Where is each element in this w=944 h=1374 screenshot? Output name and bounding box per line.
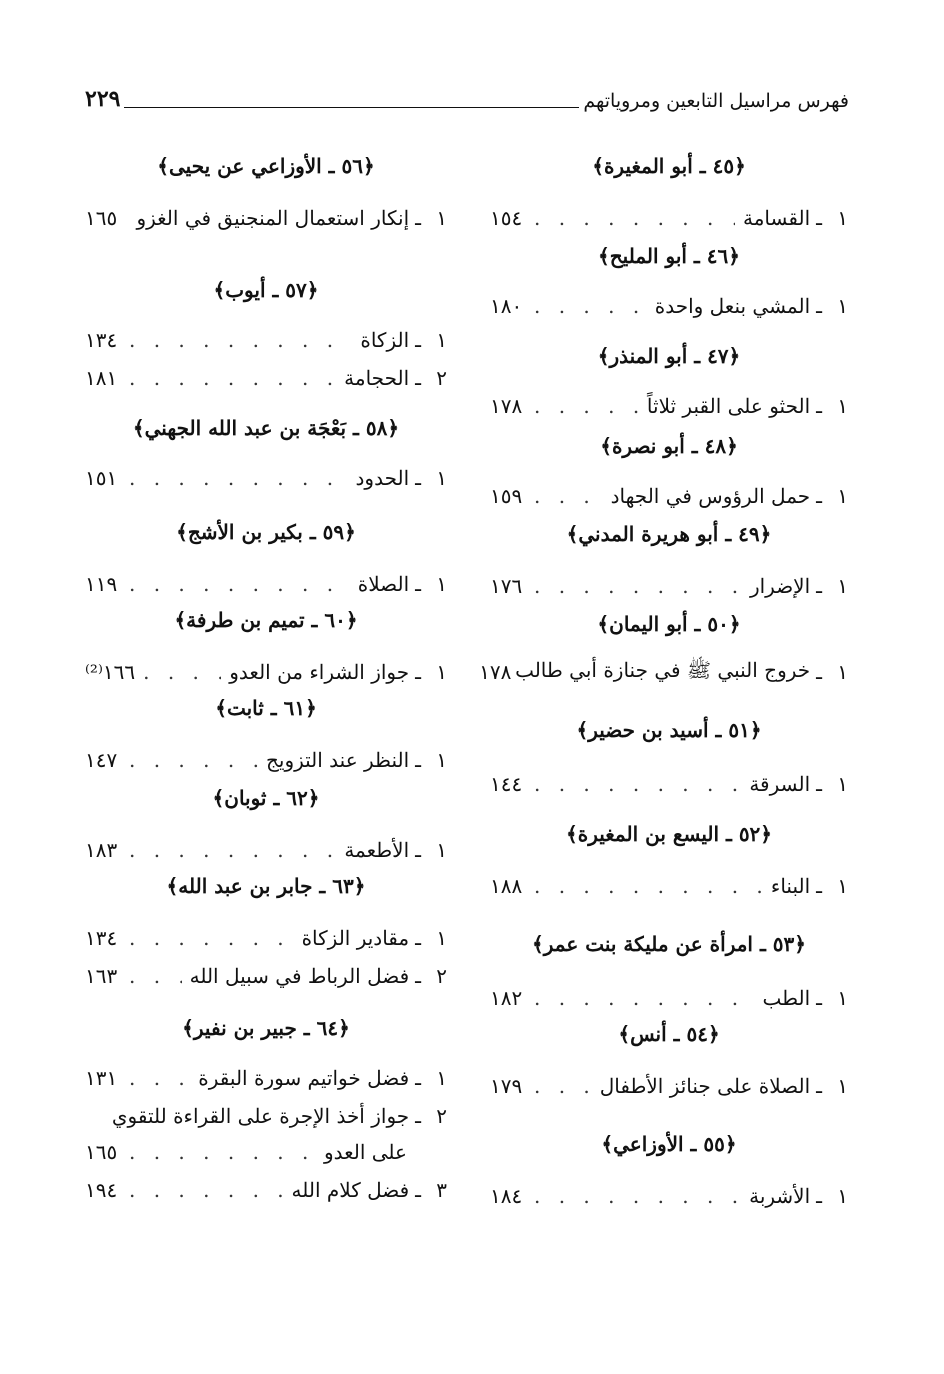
index-entry	[490, 479, 848, 513]
entry-number: ١	[837, 660, 848, 684]
leader-dots	[534, 1074, 592, 1098]
index-entry	[85, 201, 447, 235]
section-heading: ﴿٤٩ ـ أبو هريرة المدني﴾	[566, 522, 772, 546]
section-heading: ﴿٥٨ ـ بَعْجَة بن عبد الله الجهني﴾	[132, 416, 400, 440]
entry-separator: ـ	[816, 294, 822, 318]
entry-title: جواز أخذ الإجرة على القراءة للتقوي	[111, 1104, 410, 1128]
entry-title: الزكاة	[360, 328, 410, 352]
entry-separator: ـ	[415, 838, 421, 862]
entry-page-number: ١٨٢	[490, 986, 523, 1010]
entry-separator: ـ	[816, 986, 822, 1010]
entry-title: الإضرار	[749, 574, 811, 598]
section-heading: ﴿٤٨ ـ أبو نصرة﴾	[600, 434, 738, 458]
entry-title: الحثو على القبر ثلاثاً	[646, 394, 811, 418]
index-entry	[85, 323, 447, 357]
entry-page-number: ١١٩	[85, 572, 118, 596]
header-rule	[124, 107, 579, 108]
leader-dots	[129, 572, 350, 596]
index-entry	[85, 567, 447, 601]
index-entry	[85, 1135, 447, 1169]
entry-number: ١	[837, 394, 848, 418]
entry-number: ٢	[436, 1104, 447, 1128]
index-entry	[85, 361, 447, 395]
entry-title: الحجامة	[344, 366, 410, 390]
leader-dots	[534, 986, 754, 1010]
index-entry	[490, 1179, 848, 1213]
leader-dots	[143, 660, 221, 684]
entry-page-number: ١٨٤	[490, 1184, 523, 1208]
index-entry	[490, 767, 848, 801]
entry-title: مقادير الزكاة	[301, 926, 410, 950]
leader-dots	[129, 748, 258, 772]
entry-page-number: ١٨٣	[85, 838, 118, 862]
entry-separator: ـ	[415, 366, 421, 390]
entry-page-number: ١٧٩	[490, 1074, 523, 1098]
index-entry	[85, 743, 447, 777]
entry-page-number: ١٤٧	[85, 748, 118, 772]
section-heading: ﴿٥٥ ـ الأوزاعي﴾	[601, 1132, 737, 1156]
index-entry	[490, 569, 848, 603]
entry-number: ٢	[436, 366, 447, 390]
entry-separator: ـ	[415, 660, 421, 684]
running-title: فهرس مراسيل التابعين ومروياتهم	[583, 90, 849, 112]
page-header	[85, 84, 849, 114]
leader-dots	[534, 484, 603, 508]
entry-number: ٣	[436, 1178, 447, 1202]
entry-title: الطب	[762, 986, 811, 1010]
index-entry	[490, 981, 848, 1015]
entry-page-number: ١٦٣	[85, 964, 118, 988]
entry-number: ١	[436, 466, 447, 490]
index-entry	[85, 1061, 447, 1095]
entry-page-number: ١٩٤	[85, 1178, 118, 1202]
entry-page-number: ١٧٨	[490, 394, 523, 418]
entry-separator: ـ	[415, 328, 421, 352]
leader-dots	[534, 1184, 741, 1208]
entry-separator: ـ	[415, 1104, 421, 1128]
entry-separator: ـ	[415, 1178, 421, 1202]
entry-number: ١	[837, 874, 848, 898]
entry-page-number: ١٦٥	[85, 1140, 118, 1164]
entry-title: الصلاة	[357, 572, 410, 596]
index-entry	[85, 959, 447, 993]
leader-dots	[534, 772, 741, 796]
leader-dots	[129, 1178, 284, 1202]
entry-number: ١	[837, 294, 848, 318]
entry-separator: ـ	[816, 772, 822, 796]
entry-title: على العدو	[323, 1140, 407, 1164]
entry-page-number: ١٣٤	[85, 926, 118, 950]
section-heading: ﴿٦٠ ـ تميم بن طرفة﴾	[174, 608, 358, 632]
section-heading: ﴿٥٣ ـ امرأة عن مليكة بنت عمر﴾	[532, 932, 806, 956]
entry-title: القسامة	[743, 206, 811, 230]
section-heading: ﴿٥٧ ـ أيوب﴾	[213, 278, 319, 302]
entry-separator: ـ	[415, 466, 421, 490]
index-entry	[85, 921, 447, 955]
entry-page-number: ١٥١	[85, 466, 118, 490]
entry-number: ١	[436, 328, 447, 352]
leader-dots	[129, 466, 348, 490]
entry-separator: ـ	[816, 394, 822, 418]
index-entry	[85, 833, 447, 867]
entry-separator: ـ	[816, 1074, 822, 1098]
entry-page-number: ١٨٨	[490, 874, 523, 898]
entry-separator: ـ	[816, 484, 822, 508]
leader-dots	[534, 206, 735, 230]
leader-dots	[534, 294, 647, 318]
entry-number: ١	[436, 572, 447, 596]
entry-title: السرقة	[749, 772, 811, 796]
entry-page-number: ١٥٩	[490, 484, 523, 508]
entry-separator: ـ	[816, 206, 822, 230]
entry-title: الحدود	[355, 466, 410, 490]
entry-title: فضل الرباط في سبيل الله	[189, 964, 410, 988]
entry-title: جواز الشراء من العدو	[229, 660, 410, 684]
section-heading: ﴿٥٠ ـ أبو اليمان﴾	[597, 612, 741, 636]
entry-number: ١	[436, 660, 447, 684]
entry-number: ١	[837, 1074, 848, 1098]
section-heading: ﴿٦٢ ـ ثوبان﴾	[212, 786, 320, 810]
section-heading: ﴿٦١ ـ ثابت﴾	[215, 696, 317, 720]
section-heading: ﴿٤٦ ـ أبو المليح﴾	[598, 244, 740, 268]
page-number: ٢٢٩	[85, 86, 121, 112]
index-entry	[490, 201, 848, 235]
leader-dots	[129, 1140, 316, 1164]
entry-number: ١	[436, 748, 447, 772]
entry-separator: ـ	[816, 660, 822, 684]
entry-page-number: ١٨١	[85, 366, 118, 390]
entry-title: فضل خواتيم سورة البقرة	[198, 1066, 410, 1090]
entry-page-number: ١٧٨	[479, 660, 512, 684]
index-entry	[85, 1173, 447, 1207]
entry-separator: ـ	[415, 572, 421, 596]
entry-page-number: ١٤٤	[490, 772, 523, 796]
section-heading: ﴿٦٤ ـ جبير بن نفير﴾	[182, 1016, 350, 1040]
entry-title: النظر عند التزويج	[265, 748, 410, 772]
entry-number: ١	[837, 574, 848, 598]
entry-separator: ـ	[415, 926, 421, 950]
section-heading: ﴿٥٦ ـ الأوزاعي عن يحيى﴾	[157, 154, 375, 178]
section-heading: ﴿٥٢ ـ اليسع بن المغيرة﴾	[566, 822, 773, 846]
entry-number: ١	[837, 772, 848, 796]
entry-separator: ـ	[415, 964, 421, 988]
entry-title: خروج النبي ﷺ في جنازة أبي طالب	[515, 657, 811, 682]
entry-page-number: ١٥٤	[490, 206, 523, 230]
section-heading: ﴿٥٩ ـ بكير بن الأشج﴾	[176, 520, 356, 544]
entry-number: ١	[837, 484, 848, 508]
entry-title: فضل كلام الله	[291, 1178, 410, 1202]
index-entry	[490, 1069, 848, 1103]
index-entry	[490, 289, 848, 323]
leader-dots	[129, 366, 336, 390]
index-entry	[85, 1099, 447, 1133]
section-heading: ﴿٦٣ ـ جابر بن عبد الله﴾	[166, 874, 366, 898]
entry-title: الأطعمة	[344, 838, 410, 862]
section-heading: ﴿٥١ ـ أسيد بن حضير﴾	[576, 718, 762, 742]
leader-dots	[534, 874, 763, 898]
leader-dots	[129, 328, 352, 352]
entry-separator: ـ	[816, 574, 822, 598]
leader-dots	[534, 394, 639, 418]
leader-dots	[534, 574, 742, 598]
leader-dots	[129, 964, 182, 988]
entry-separator: ـ	[816, 874, 822, 898]
entry-number: ١	[436, 926, 447, 950]
entry-page-number: ١٧٦	[490, 574, 523, 598]
leader-dots	[129, 838, 336, 862]
entry-page-number: ١٦٦⁽²⁾	[85, 660, 136, 684]
entry-number: ١	[837, 206, 848, 230]
entry-number: ٢	[436, 964, 447, 988]
entry-title: البناء	[770, 874, 811, 898]
index-entry	[490, 869, 848, 903]
leader-dots	[129, 926, 294, 950]
entry-page-number: ١٨٠	[490, 294, 523, 318]
entry-separator: ـ	[415, 206, 421, 230]
section-heading: ﴿٤٥ ـ أبو المغيرة﴾	[592, 154, 746, 178]
entry-number: ١	[837, 1184, 848, 1208]
entry-number: ١	[436, 206, 447, 230]
entry-page-number: ١٦٥	[85, 206, 118, 230]
entry-separator: ـ	[415, 1066, 421, 1090]
entry-number: ١	[436, 838, 447, 862]
entry-title: حمل الرؤوس في الجهاد	[610, 484, 811, 508]
section-heading: ﴿٤٧ ـ أبو المنذر﴾	[597, 344, 741, 368]
entry-page-number: ١٣٤	[85, 328, 118, 352]
index-entry	[85, 655, 447, 689]
entry-separator: ـ	[816, 1184, 822, 1208]
index-entry	[479, 655, 848, 689]
section-heading: ﴿٥٤ ـ أنس﴾	[618, 1022, 720, 1046]
entry-title: الصلاة على جنائز الأطفال	[599, 1074, 811, 1098]
leader-dots	[129, 1066, 190, 1090]
entry-number: ١	[436, 1066, 447, 1090]
index-entry	[490, 389, 848, 423]
entry-number: ١	[837, 986, 848, 1010]
entry-title: المشي بنعل واحدة	[654, 294, 811, 318]
entry-title: إنكار استعمال المنجنيق في الغزو	[136, 206, 410, 230]
entry-title: الأشربة	[749, 1184, 811, 1208]
index-entry	[85, 461, 447, 495]
entry-page-number: ١٣١	[85, 1066, 118, 1090]
entry-separator: ـ	[415, 748, 421, 772]
